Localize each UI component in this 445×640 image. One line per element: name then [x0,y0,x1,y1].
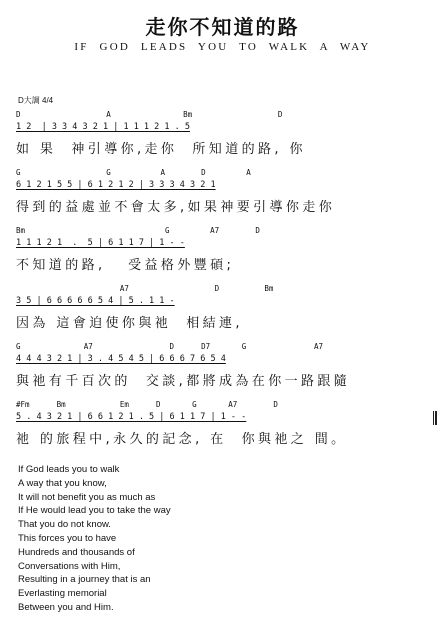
key-signature: D大調 4/4 [18,96,54,105]
final-barline [433,411,437,425]
lyric-line: 祂 的旅程中,永久的記念, 在 你與祂之 間。 [16,432,348,447]
english-lyric-line: That you do not know. [18,519,111,531]
english-lyric-line: Between you and Him. [18,601,114,613]
english-lyric-line: Everlasting memorial [18,588,107,600]
lyric-line: 因為 這會迫使你與祂 相結連, [16,316,243,331]
english-lyric-line: This forces you to have [18,532,117,544]
lyric-line: 得到的益處並不會太多,如果神要引導你走你 [16,200,336,215]
lyric-line: 不知道的路, 受益格外豐碩; [16,258,235,273]
chord-line: D A Bm D [16,110,283,119]
score-system-1 [16,110,437,168]
score-system-2 [16,168,437,226]
chord-line: G A7 D D7 G A7 [16,342,324,351]
chord-line: A7 D Bm [16,284,274,293]
score-system-3 [16,226,437,284]
score-system-4 [16,284,437,342]
chord-line: #Fm Bm Em D G A7 D [16,400,278,409]
numbered-notation-line: 6 1 2 1 5 5 | 6 1 2 1 2 | 3 3 3 4 3 2 1 [16,180,216,190]
english-lyric-line: Conversations with Him, [18,560,121,572]
numbered-notation-line: 1 2 | 3 3 4 3 2 1 | 1 1 1 2 1 . 5 [16,122,190,132]
english-lyric-line: Resulting in a journey that is an [18,574,151,586]
lyric-line: 與祂有千百次的 交談,都將成為在你一路跟隨 [16,374,351,389]
english-lyric-line: It will not benefit you as much as [18,491,156,503]
chord-line: G G A D A [16,168,251,177]
lyric-line: 如 果 神引導你,走你 所知道的路, 你 [16,142,306,157]
numbered-notation-line: 5 . 4 3 2 1 | 6 6 1 2 1 . 5 | 6 1 1 7 | 1 - - [16,412,247,422]
score-system-5 [16,342,437,400]
english-lyric-line: If God leads you to walk [18,464,120,475]
song-title-english: IF GOD LEADS YOU TO WALK A WAY [74,41,371,53]
numbered-notation-line: 3 5 | 6 6 6 6 6 5 4 | 5 . 1 1 - [16,296,175,306]
english-lyric-line: A way that you know, [18,477,107,489]
english-lyric-line: Hundreds and thousands of [18,546,135,558]
numbered-notation-line: 4 4 4 3 2 1 | 3 . 4 5 4 5 | 6 6 6 7 6 5 4 [16,354,226,364]
chord-line: Bm G A7 D [16,226,260,235]
score-system-6 [16,400,437,458]
english-lyric-line: If He would lead you to take the way [18,505,171,517]
numbered-notation-line: 1 1 1 2 1 . 5 | 6 1 1 7 | 1 - - [16,238,185,248]
song-title-chinese: 走你不知道的路 [145,15,300,39]
score-notation [16,110,437,460]
english-lyrics [18,463,171,615]
